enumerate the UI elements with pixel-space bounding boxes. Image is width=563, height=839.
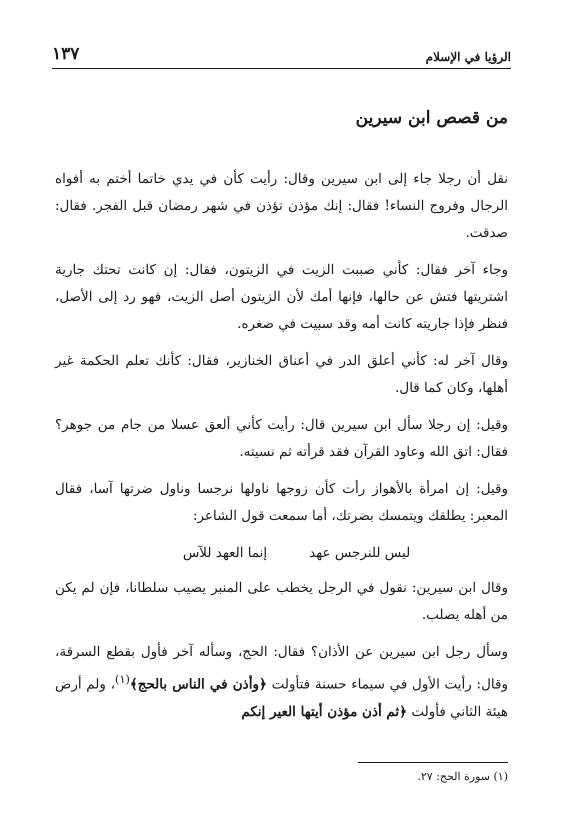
verse-second-half: إنما العهد للآس <box>182 545 268 561</box>
paragraph-7 <box>55 639 508 726</box>
quran-quote-2: ﴿ثم أذن مؤذن أيتها العير إنكم <box>241 703 408 720</box>
running-title: الرؤيا في الإسلام <box>425 50 511 64</box>
page-number: ١٣٧ <box>52 44 80 64</box>
paragraph-6: وقال ابن سيرين: نقول في الرجل يخطب على المنبر يصيب سلطانا، فإن لم يكن من أهله يصلب. <box>55 580 508 623</box>
paragraph-3: وقال آخر له: كأني أعلق الدر في أعناق الخنازير، فقال: كأنك تعلم الحكمة غير أهلها، وكان كما قال. <box>55 353 508 396</box>
quran-quote-1: ﴿وأذن في الناس بالحج﴾ <box>129 676 267 693</box>
poetry-verse <box>55 540 508 567</box>
paragraph-4: وقيل: إن رجلا سأل ابن سيرين قال: رأيت كأني ألعق عسلا من جام من جوهر؟ فقال: اتق الله وعاود القرآن فقد قرأته ثم نسيته. <box>55 417 508 460</box>
paragraph-5: وقيل: إن امرأة بالأهواز رأت كأن زوجها ناولها نرجسا وناول ضرتها آسا، فقال المعبر: يطلقك ويتمسك بضرتك، أما سمعت قول الشاعر: <box>55 481 508 524</box>
header-rule <box>52 68 511 69</box>
footnote-rule <box>358 762 508 763</box>
footnote-marker: (١) <box>115 673 130 686</box>
page-header <box>52 40 511 64</box>
paragraph-2: وجاء آخر فقال: كأني صببت الزيت في الزيتون، فقال: إن كانت تحتك جارية اشتريتها فتش عن حالها، فإنها أمك لأن الزيتون أصل الزيت، فهو رد إلى الأصل، فنظر فإذا جاريته كانت أمه وقد سبيت في صغره. <box>55 262 508 332</box>
page-body <box>55 108 508 736</box>
paragraph-7-intro: وسأل رجل ابن سيرين عن الأذان؟ فقال: الحج، وسأله آخر فأول بقطع السرقة، وقال: رأيت الأول في سيماء حسنة فتأولت <box>55 644 508 693</box>
footnote: (١) سورة الحج: ٢٧. <box>417 770 508 783</box>
paragraph-1: نقل أن رجلا جاء إلى ابن سيرين وقال: رأيت كأن في يدي خاتما أختم به أفواه الرجال وفروج النساء! فقال: إنك مؤذن تؤذن في شهر رمضان قبل الفجر. فقال: صدقت. <box>55 171 508 241</box>
section-title: من قصص ابن سيرين <box>355 108 508 128</box>
verse-first-half: ليس للنرجس عهد <box>309 545 411 561</box>
paragraph-7-middle: ، ولم أرض هيئة الثاني فأولت <box>55 676 508 720</box>
